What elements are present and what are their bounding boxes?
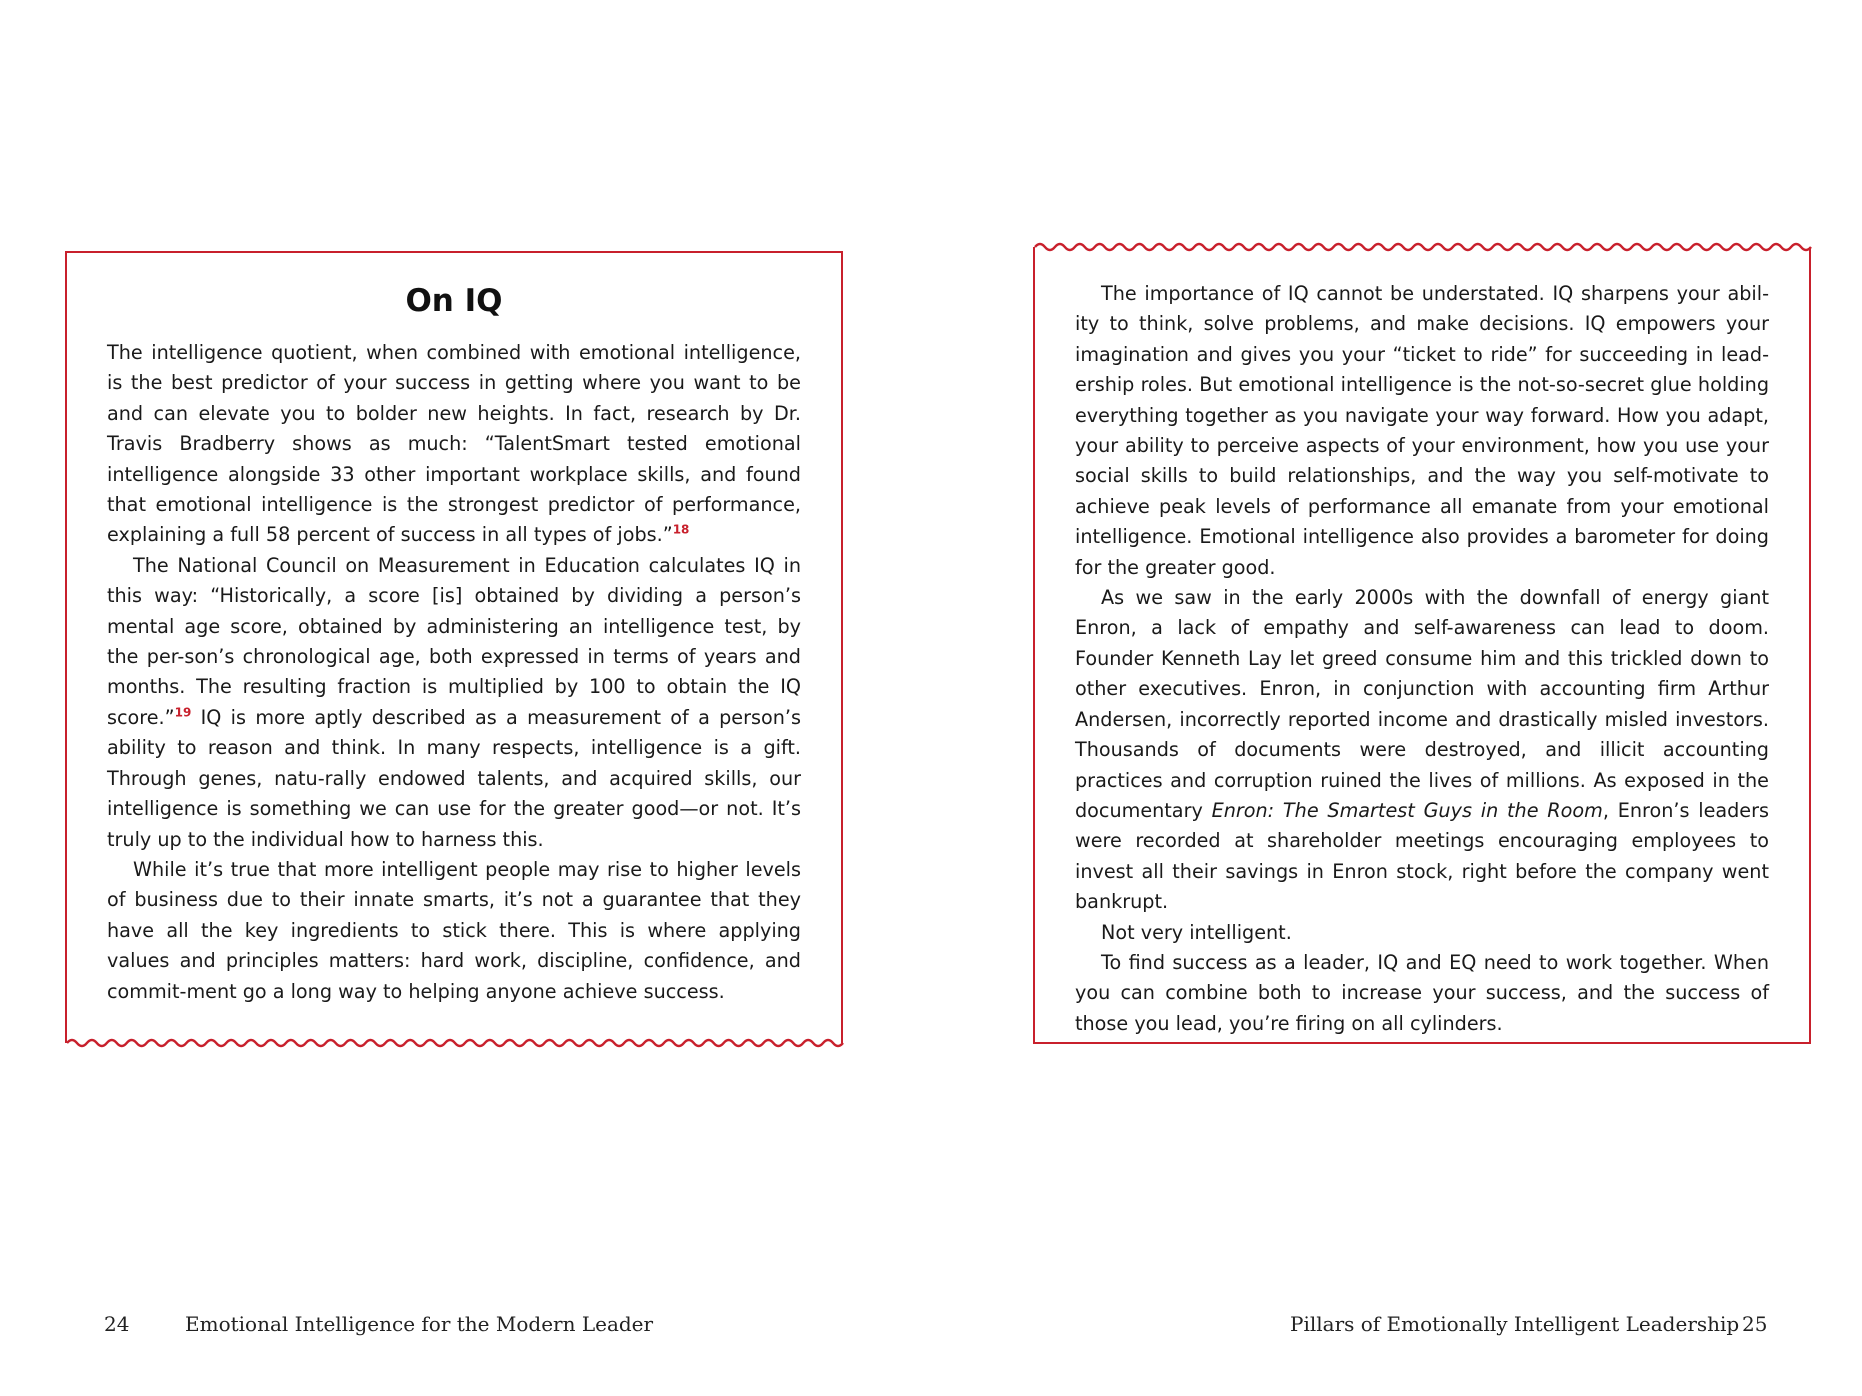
sidebar-title: On IQ [405,283,503,319]
sidebar-box-right [1033,247,1811,1044]
sidebar-box-left [65,251,843,1043]
running-head-left: Emotional Intelligence for the Modern Leader [185,1312,654,1336]
paragraph-4: The importance of IQ cannot be understated. IQ sharpens your abil-ity to think, solve problems, and make decisions. IQ empowers your imagination and gives you your “ticket to ride” for succeeding in lead-ership roles. But emotional intelligence is the not-so-secret glue holding everything together as you navigate your way forward. How you adapt, your ability to perceive aspects of your environment, how you use your social skills to build relationships, and the way you self-motivate to achieve peak levels of performance all emanate from your emotional intelligence. Emotional intelligence also provides a barometer for doing for the greater good. [1075,282,1769,579]
page-number-left: 24 [104,1312,130,1336]
page-number-right: 25 [1742,1312,1768,1336]
sidebar-body-left [107,338,801,1007]
running-head-right: Pillars of Emotionally Intelligent Leadership [1290,1312,1740,1336]
paragraph-6: Not very intelligent. [1101,920,1292,944]
wavy-border-top [1035,241,1809,253]
paragraph-7: To find success as a leader, IQ and EQ need to work together. When you can combine both to increase your success, and the success of those you lead, you’re firing on all cylinders. [1075,950,1769,1035]
paragraph-5: As we saw in the early 2000s with the downfall of energy giant Enron, a lack of empathy and self-awareness can lead to doom. Founder Kenneth Lay let greed consume him and this trickled down to other executives. Enron, in conjunction with accounting firm Arthur Andersen, incorrectly reported income and drastically misled investors. Thousands of documents were destroyed, and illicit accounting practices and corruption ruined the lives of millions. As exposed in the documentary Enron: The Smartest Guys in the Room, Enron’s leaders were recorded at shareholder meetings encouraging employees to invest all their savings in Enron stock, right before the company went bankrupt. [1075,586,1770,914]
endnote-ref-18[interactable]: 18 [672,523,690,538]
paragraph-1: The intelligence quotient, when combined with emotional intelligence, is the best predictor of your success in getting where you want to be and can elevate you to bolder new heights. In fact, research by Dr. Travis Bradberry shows as much: “TalentSmart tested emotional intelligence alongside 33 other important workplace skills, and found that emotional intelligence is the strongest predictor of performance, explaining a full 58 percent of success in all types of jobs.”$^{18}$ [107,341,801,547]
sidebar-body-right [1075,279,1769,1039]
paragraph-3: While it’s true that more intelligent people may rise to higher levels of business due to their innate smarts, it’s not a guarantee that they have all the key ingredients to stick there. This is where applying values and principles matters: hard work, discipline, confidence, and commit-ment go a long way to helping anyone achieve success. [107,857,801,1003]
endnote-ref-19[interactable]: 19 [174,705,192,720]
documentary-title: Enron: The Smartest Guys in the Room [1211,798,1603,822]
wavy-border-bottom [67,1037,841,1049]
paragraph-2: The National Council on Measurement in Education calculates IQ in this way: “Historically, a score [is] obtained by dividing a person’s mental age score, obtained by administering an intelligence test, by the per-son’s chronological age, both expressed in terms of years and months. The resulting fraction is multiplied by 100 to obtain the IQ score.”$^{19}$ IQ is more aptly described as a measurement of a person’s ability to reason and think. In many respects, intelligence is a gift. Through genes, natu-rally endowed talents, and acquired skills, our intelligence is something we can use for the greater good—or not. It’s truly up to the individual how to harness this. [107,553,801,851]
